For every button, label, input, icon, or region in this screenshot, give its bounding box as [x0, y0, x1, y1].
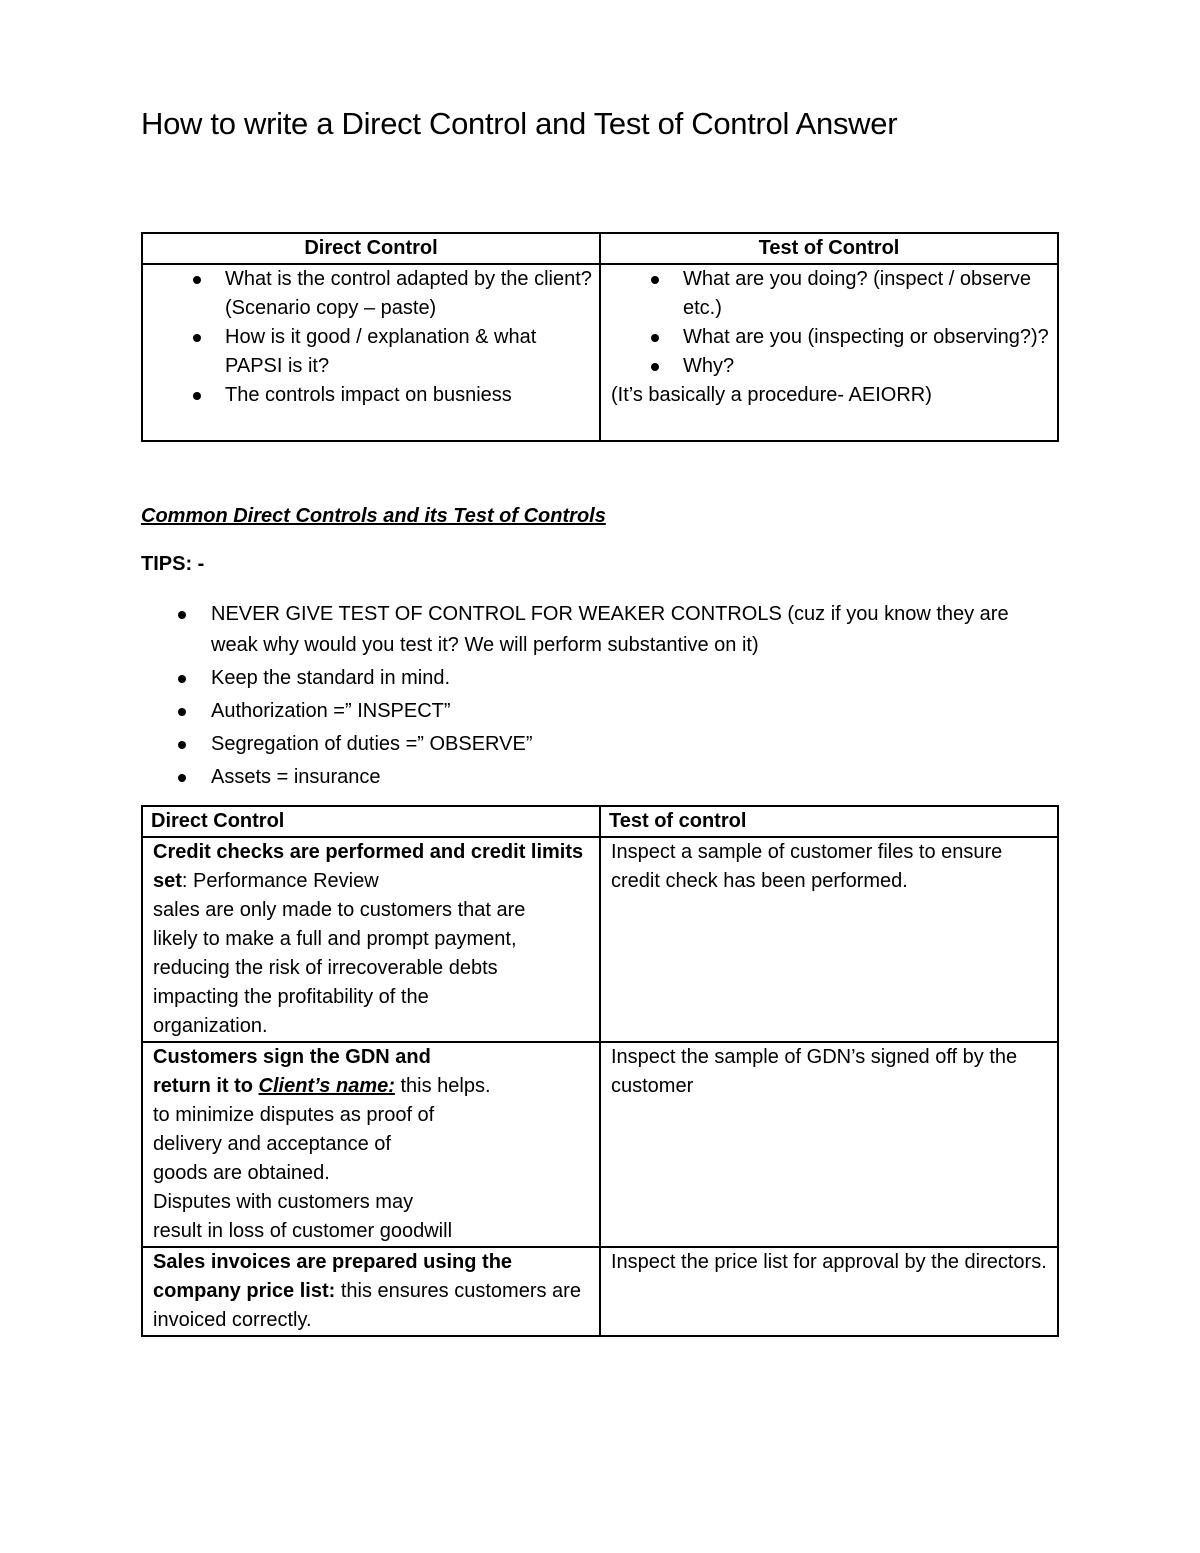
control-heading: Customers sign the GDN and — [153, 1046, 431, 1068]
tips-list — [141, 599, 1059, 795]
control-heading-2: return it to — [153, 1075, 259, 1097]
procedure-note: (It’s basically a procedure- AEIORR) — [611, 384, 932, 406]
control-line: impacting the profitability of the — [153, 986, 429, 1008]
section-heading: Common Direct Controls and its Test of Controls — [141, 505, 606, 527]
direct-control-cell — [142, 837, 600, 1042]
table-row — [142, 1247, 1058, 1336]
list-item: What is the control adapted by the client? (Scenario copy – paste) — [225, 265, 593, 323]
direct-control-cell — [142, 264, 600, 441]
control-line: to minimize disputes as proof of — [153, 1104, 435, 1126]
list-item: The controls impact on busniess — [225, 381, 593, 410]
control-line: result in loss of customer goodwill — [153, 1220, 453, 1242]
controls-table — [141, 805, 1059, 1337]
control-line: delivery and acceptance of — [153, 1133, 391, 1155]
test-of-control-cell: Inspect the sample of GDN’s signed off by the customer — [600, 1042, 1058, 1247]
control-heading: Credit checks are performed and credit limits set — [153, 841, 584, 892]
control-line: likely to make a full and prompt payment, — [153, 928, 517, 950]
test-of-control-cell: Inspect the price list for approval by the directors. — [600, 1247, 1058, 1336]
column-header-test-of-control: Test of Control — [600, 233, 1058, 264]
tip-item: Segregation of duties =” OBSERVE” — [211, 729, 1059, 760]
test-of-control-list — [605, 265, 1051, 381]
column-header-direct-control: Direct Control — [142, 806, 600, 837]
page-title: How to write a Direct Control and Test of Control Answer — [141, 106, 898, 141]
test-of-control-cell — [600, 264, 1058, 441]
tip-item: NEVER GIVE TEST OF CONTROL FOR WEAKER CONTROLS (cuz if you know they are weak why would you test it? We will perform substantive on it) — [211, 599, 1059, 661]
list-item: What are you (inspecting or observing?)? — [683, 323, 1051, 352]
control-heading-suffix: this helps. — [394, 1075, 491, 1097]
control-line: organization. — [153, 1015, 268, 1037]
control-line: sales are only made to customers that are — [153, 899, 526, 921]
tips-label: TIPS: - — [141, 553, 205, 575]
control-heading-suffix: this ensures customers are invoiced correctly. — [153, 1280, 581, 1331]
column-header-direct-control: Direct Control — [142, 233, 600, 264]
overview-table — [141, 232, 1059, 442]
direct-control-cell — [142, 1042, 600, 1247]
table-header-row — [142, 233, 1058, 264]
list-item: Why? — [683, 352, 1051, 381]
list-item: What are you doing? (inspect / observe etc.) — [683, 265, 1051, 323]
tip-item: Keep the standard in mind. — [211, 663, 1059, 694]
table-row — [142, 837, 1058, 1042]
test-of-control-cell: Inspect a sample of customer files to ensure credit check has been performed. — [600, 837, 1058, 1042]
control-line: goods are obtained. — [153, 1162, 330, 1184]
direct-control-cell — [142, 1247, 600, 1336]
direct-control-list — [147, 265, 593, 410]
control-heading-suffix: : Performance Review — [181, 870, 379, 892]
table-header-row — [142, 806, 1058, 837]
tip-item: Assets = insurance — [211, 762, 1059, 793]
table-row — [142, 1042, 1058, 1247]
control-line: reducing the risk of irrecoverable debts — [153, 957, 498, 979]
control-line: Disputes with customers may — [153, 1191, 414, 1213]
client-name-placeholder: Client’s name: — [258, 1075, 395, 1097]
list-item: How is it good / explanation & what PAPSI is it? — [225, 323, 593, 381]
column-header-test-of-control: Test of control — [600, 806, 1058, 837]
tip-item: Authorization =” INSPECT” — [211, 696, 1059, 727]
table-row — [142, 264, 1058, 441]
control-heading: Sales invoices are prepared using the company price list: — [153, 1251, 513, 1302]
